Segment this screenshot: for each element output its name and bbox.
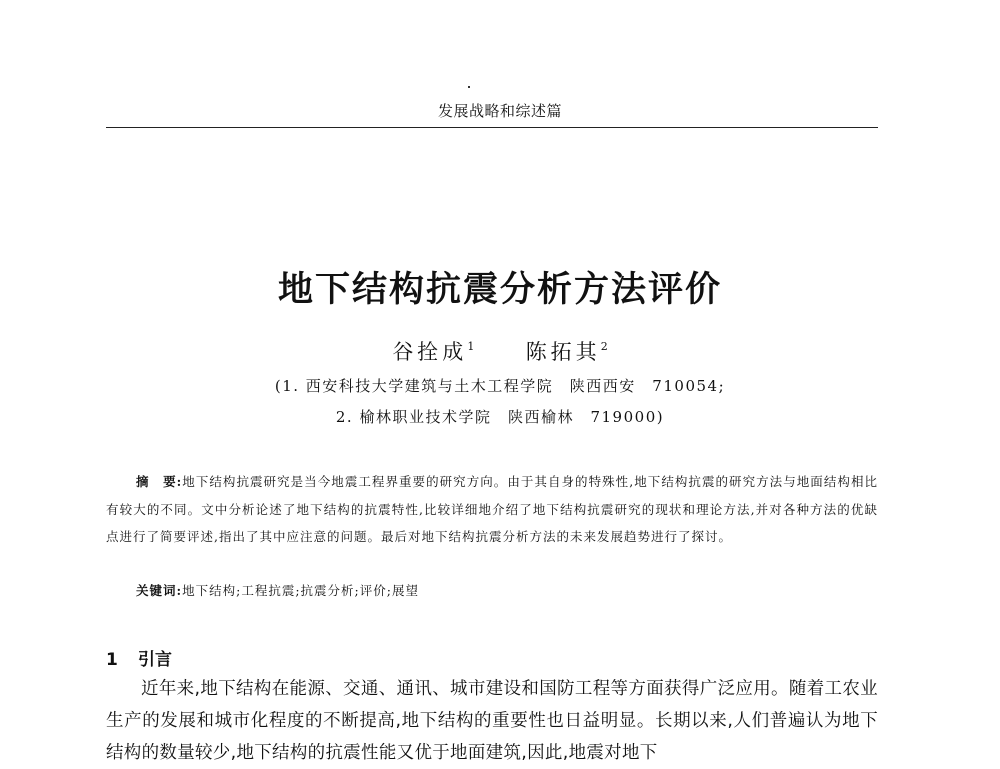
body-paragraph: 近年来,地下结构在能源、交通、通讯、城市建设和国防工程等方面获得广泛应用。随着工农业生产的发展和城市化程度的不断提高,地下结构的重要性也日益明显。长期以来,人们普遍认为地下结构的数量较少,地下结构的抗震性能又优于地面建筑,因此,地震对地下 — [106, 679, 878, 763]
section-heading — [106, 645, 172, 670]
abstract — [106, 468, 878, 551]
author-affiliation-mark: 2 — [600, 340, 608, 353]
affiliation-2: 2. 榆林职业技术学院 陕西榆林 719000) — [335, 408, 665, 426]
affiliation-1: (1. 西安科技大学建筑与土木工程学院 陕西西安 710054; — [274, 377, 726, 395]
author-affiliation-mark: 1 — [467, 340, 475, 353]
author-line — [0, 336, 1000, 366]
keywords-text: 地下结构;工程抗震;抗震分析;评价;展望 — [182, 583, 419, 598]
section-title: 引言 — [138, 650, 172, 670]
author-name: 谷拴成 — [392, 340, 468, 364]
keywords — [136, 581, 878, 599]
paper-title: 地下结构抗震分析方法评价 — [277, 270, 722, 310]
author-name: 陈拓其 — [525, 340, 601, 364]
section-number: 1 — [106, 650, 118, 670]
running-header: 发展战略和综述篇 — [437, 102, 562, 120]
header-rule — [106, 127, 878, 128]
abstract-text: 地下结构抗震研究是当今地震工程界重要的研究方向。由于其自身的特殊性,地下结构抗震的研究方法与地面结构相比有较大的不同。文中分析论述了地下结构的抗震特性,比较详细地介绍了地下结构抗震研究的现状和理论方法,并对各种方法的优缺点进行了简要评述,指出了其中应注意的问题。最后对地下结构抗震分析方法的未来发展趋势进行了探讨。 — [106, 474, 878, 544]
abstract-label: 摘 要: — [136, 474, 183, 489]
keywords-label: 关键词: — [136, 583, 183, 598]
scan-dot — [468, 86, 470, 88]
